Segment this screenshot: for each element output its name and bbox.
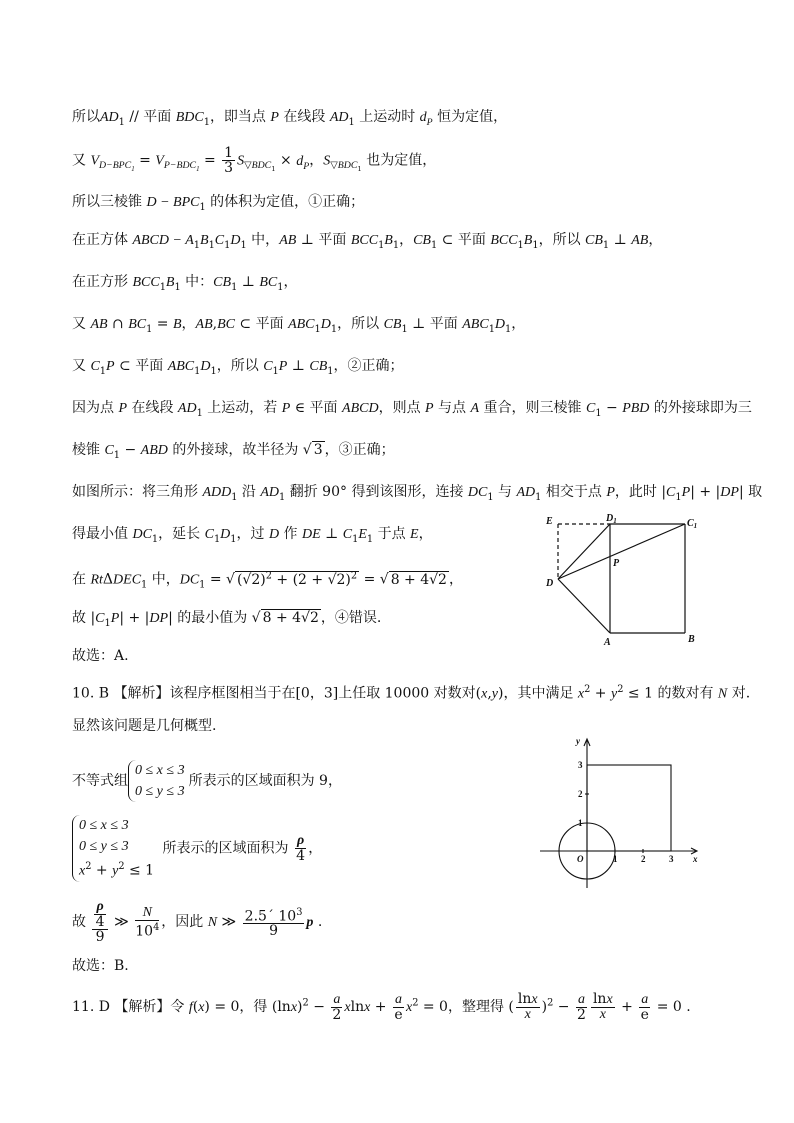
- tick-label-x1: 1: [613, 854, 618, 864]
- text-line-18: 故 $\frac{\frac{\rho}{4}}{9}$ ≫ $\frac{N}{10^4}$ ，因此 N ≫ $\frac{2.5´ 10^3}{9}$ p .: [72, 899, 323, 945]
- tick-label-y2: 2: [578, 789, 583, 799]
- geometry-figure: [540, 512, 710, 647]
- text-line-11: 在 RtΔDEC$_1$ 中，$DC_1$ = √ $(√2)^2 + (2 + √2)^2$ = √ 8 + 4√2 ，: [72, 570, 463, 591]
- label-y: y: [576, 736, 580, 746]
- tick-label-x3: 3: [669, 854, 674, 864]
- text-line-0: 所以$AD_1$ // 平面 $BDC_1$，即当点 P 在线段 $AD_1$ 上运动时 $d_P$ 恒为定值，: [72, 109, 508, 128]
- text-line-4: 在正方形 $BCC_1B_1$ 中：$CB_1$ ⊥ $BC_1$，: [72, 274, 298, 293]
- segment-dc1: [558, 524, 685, 579]
- text-line-19: 故选：B.: [72, 958, 129, 974]
- tick-label-x2: 2: [641, 854, 646, 864]
- text-line-16: 不等式组0 ≤ x ≤ 3 0 ≤ y ≤ 3所表示的区域面积为 9，: [72, 760, 342, 802]
- text-line-17: 0 ≤ x ≤ 3 0 ≤ y ≤ 3 $x^2 + y^2 \le 1$ 所表示的区域面积为 $\frac{\rho}{4}$ ，: [72, 815, 322, 882]
- label-b: B: [688, 634, 695, 645]
- text-line-20: 11. D 【解析】令 f(x) = 0，得 $(\ln x)^2$ − $\frac{a}{2}$ xlnx + $\frac{a}{e}$ $x^2 = 0$，整理得 ( $\frac{\ln x}{x}$ )$^2$ − $\frac{a}{2}$ $\frac{\ln x}{x}$ + $\frac{a}{e}$ = 0 .: [72, 991, 691, 1023]
- text-line-2: 所以三棱锥 $D - BPC_1$ 的体积为定值，①正确；: [72, 194, 365, 213]
- text-line-8: 棱锥 $C_1$ − ABD 的外接球，故半径为 √ 3 ，③正确；: [72, 442, 395, 461]
- label-x: x: [693, 854, 698, 864]
- label-p: P: [613, 558, 620, 569]
- text-line-10: 得最小值 $DC_1$，延长 $C_1D_1$，过 D 作 DE ⊥ $C_1E_1$ 于点 E，: [72, 526, 433, 545]
- text-line-15: 显然该问题是几何概型.: [72, 718, 217, 734]
- label-origin: O: [577, 854, 584, 864]
- text-line-9: 如图所示：将三角形 $ADD_1$ 沿 $AD_1$ 翻折 90° 得到该图形，连接 $DC_1$ 与 $AD_1$ 相交于点 P，此时 $|C_1P| + |DP|$ 取: [72, 484, 763, 503]
- text-line-6: 又 $C_1P$ ⊂ 平面 $ABC_1D_1$，所以 $C_1P$ ⊥ $CB_1$，②正确；: [72, 358, 404, 377]
- text-line-13: 故选：A.: [72, 648, 129, 664]
- text-line-5: 又 AB ∩ $BC_1 = B$，AB,BC ⊂ 平面 $ABC_1D_1$，所以 $CB_1$ ⊥ 平面 $ABC_1D_1$，: [72, 316, 526, 335]
- text-line-1: 又 $V_{D-BPC_1} = V_{P-BDC_1}$ = $\frac{1}{3}$ $S_{▽BDC_1} \times d_P$，$S_{▽BDC_1}$ 也为定值，: [72, 145, 437, 176]
- square-region: [587, 765, 671, 851]
- label-e: E: [546, 516, 553, 527]
- label-d: D: [546, 578, 554, 589]
- segment-dd1: [558, 524, 610, 579]
- label-d1: $D_1$: [606, 513, 617, 525]
- segment-da: [558, 579, 610, 633]
- text-line-14: 10. B 【解析】该程序框图相当于在[0，3]上任取 10000 对数对(x,y)，其中满足 $x^2 + y^2 \le 1$ 的数对有 N 对.: [72, 684, 751, 702]
- label-a: A: [604, 637, 611, 648]
- text-line-3: 在正方体 ABCD − $A_1B_1C_1D_1$ 中，AB ⊥ 平面 $BCC_1B_1$，$CB_1$ ⊂ 平面 $BCC_1B_1$，所以 $CB_1$ ⊥ AB，: [72, 232, 663, 251]
- label-c1: $C_1$: [687, 518, 698, 530]
- tick-label-y3: 3: [578, 760, 583, 770]
- coordinate-figure: [540, 736, 705, 891]
- text-line-12: 故 $|C_1P| + |DP|$ 的最小值为 √ 8 + 4√2 ，④错误.: [72, 610, 382, 629]
- tick-label-y1: 1: [578, 818, 583, 828]
- text-line-7: 因为点 P 在线段 $AD_1$ 上运动，若 P ∈ 平面 ABCD，则点 P 与点 A 重合，则三棱锥 $C_1$ − PBD 的外接球即为三: [72, 400, 752, 419]
